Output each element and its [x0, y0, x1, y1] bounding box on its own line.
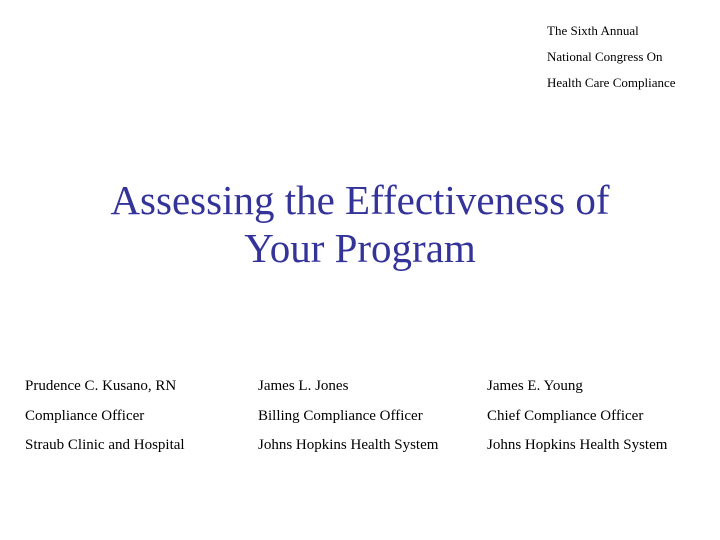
slide-title-line-2: Your Program: [244, 225, 476, 271]
slide-title: [40, 176, 680, 272]
presenter-organization: Johns Hopkins Health System: [487, 437, 668, 453]
presenter-organization: Johns Hopkins Health System: [258, 437, 439, 453]
presenter-role: Chief Compliance Officer: [487, 407, 644, 424]
presenter-name: Prudence C. Kusano, RN: [25, 378, 177, 394]
conference-line-3: Health Care Compliance: [547, 75, 676, 90]
presenter-role: Compliance Officer: [25, 407, 145, 424]
conference-heading: [547, 20, 717, 98]
conference-line-1: The Sixth Annual: [547, 23, 639, 38]
presenter-1: [25, 374, 185, 463]
presenter-organization: Straub Clinic and Hospital: [25, 437, 185, 453]
presenter-2: [258, 374, 438, 463]
presenter-3: [487, 374, 667, 463]
presenter-name: James E. Young: [487, 378, 583, 394]
presenter-name: James L. Jones: [258, 378, 349, 394]
presenter-role: Billing Compliance Officer: [258, 407, 423, 424]
slide-title-line-1: Assessing the Effectiveness of: [110, 177, 610, 223]
conference-line-2: National Congress On: [547, 49, 663, 64]
